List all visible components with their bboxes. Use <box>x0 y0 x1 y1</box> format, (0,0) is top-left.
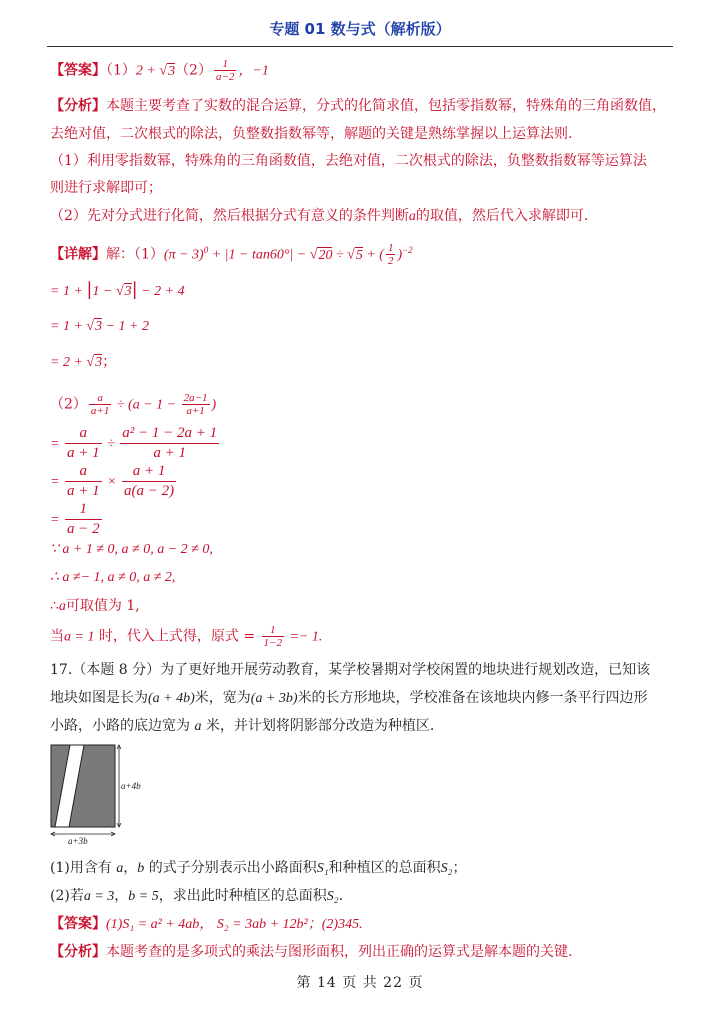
p17-l3-b: 米，并计划将阴影部分改造为种植区. <box>201 718 435 734</box>
p17-l2-a: 地块如图是长为 <box>50 690 148 706</box>
q2-v3: S₂ <box>326 889 339 904</box>
detail-expr-b: + |1 − tan60°| − <box>208 247 310 263</box>
step2-a: = 1 + <box>50 319 87 334</box>
detail-part2 <box>50 392 216 417</box>
final-c: =− 1. <box>285 629 323 645</box>
therefore2-a: ∴ <box>50 598 59 614</box>
detail-step-2: = 1 + √3 − 1 + 2 <box>50 319 149 334</box>
analysis-line-1 <box>50 96 666 116</box>
answer-v1-root: 3 <box>168 63 176 79</box>
analysis-line-3: （1）利用零指数幂，特殊角的三角函数值，去绝对值，二次根式的除法，负整数指数幂等运算法 <box>50 153 647 169</box>
p17-answer-tag: 【答案】 <box>50 916 106 932</box>
s3-num: 1 <box>65 500 102 520</box>
s1-f1-num: a <box>65 424 102 444</box>
step2-b: − 1 + 2 <box>102 319 149 334</box>
answer-p2: （2） <box>175 62 212 79</box>
answer-frac-den: a−2 <box>215 71 235 83</box>
height-label: a+4b <box>121 781 141 791</box>
step3-a: = 2 + <box>50 355 87 370</box>
page-number-footer: 第 14 页 共 22 页 <box>296 975 424 991</box>
analysis-5b: 的取值，然后代入求解即可. <box>415 208 589 224</box>
p17-analysis-tag: 【分析】 <box>50 944 106 960</box>
p2-fraction-2 <box>182 392 210 417</box>
problem17-answer <box>50 914 363 935</box>
width-label: a+3b <box>68 836 88 846</box>
problem17-analysis <box>50 942 572 962</box>
s2-f1-den: a + 1 <box>66 483 100 499</box>
answer-line: 【答案】（1）2 + √3（2） $\frac{1}{a-2}$ ，−1 <box>50 58 269 83</box>
analysis-5-var: a <box>408 209 416 224</box>
detail-part2-step2: = $\frac{a}{a + 1}$ × $\frac{a + 1}{a(a - 2)}$ <box>50 463 175 499</box>
q1-v3: S₁ <box>316 861 329 876</box>
final-var: a = 1 <box>64 629 95 645</box>
q1-a: (1)用含有 <box>50 860 117 876</box>
q1-c: 的式子分别表示出小路面积 <box>144 860 317 876</box>
q2-a: (2)若 <box>50 888 84 904</box>
q1-v4: S₂ <box>440 861 453 876</box>
p2-fraction-1 <box>89 392 111 417</box>
answer-fraction <box>214 58 236 83</box>
s2-fraction-1 <box>65 462 102 501</box>
p17-l2-b: 米，宽为 <box>194 690 251 706</box>
detail-step-1: = 1 + |1 − √3| − 2 + 4 <box>50 279 185 300</box>
p2-close: ) <box>211 397 217 413</box>
analysis-line-5 <box>50 206 588 227</box>
detail-part2-step1: = $\frac{a}{a + 1}$ ÷ $\frac{\text{a² − 1 − 2a + 1}}{a + 1}$ <box>50 425 218 461</box>
analysis-line-2: 去绝对值，二次根式的除法，负整数指数幂等，解题的关键是熟练掌握以上运算法则. <box>50 126 573 142</box>
plot-diagram <box>48 742 158 846</box>
s1-f1-den: a + 1 <box>66 445 100 461</box>
answer-p1: （1） <box>106 62 136 79</box>
s1-fraction-1 <box>65 424 102 463</box>
step3-b: ； <box>102 354 117 370</box>
answer-frac-num: 1 <box>214 58 236 71</box>
detail-therefore: ∴ a ≠− 1, a ≠ 0, a ≠ 2, <box>50 570 176 585</box>
s1-f2-den: a + 1 <box>153 445 187 461</box>
page-header-title: 专题 01 数与式（解析版） <box>269 20 451 38</box>
p2-f1-den: a+1 <box>90 405 110 417</box>
detail-step-3: = 2 + √3； <box>50 354 117 370</box>
detail-expr-f: + <box>362 247 380 263</box>
p17-answer-text: (1)S₁ = a² + 4ab， S₂ = 3ab + 12b²；(2)345. <box>106 917 363 932</box>
p2-intro: （2） <box>50 396 87 413</box>
p2-mid: ÷ (a − 1 − <box>113 397 180 413</box>
p17-l2-v2: (a + 3b) <box>250 691 298 706</box>
half-num: 1 <box>387 242 394 255</box>
detail-root-5: 5 <box>355 247 363 263</box>
step1-c: − 2 + 4 <box>137 284 185 299</box>
analysis-line-4: 则进行求解即可； <box>50 180 162 196</box>
p2-f1-num: a <box>89 392 111 405</box>
problem17-line-1: 17.（本题 8 分）为了更好地开展劳动教育，某学校暑期对学校闲置的地块进行规划改造，已知该 <box>50 662 651 678</box>
final-den: 1−2 <box>263 637 282 649</box>
detail-part2-step3: = $\frac{1}{a - 2}$ <box>50 501 100 537</box>
s1-op: ÷ <box>103 436 119 452</box>
step2-root: 3 <box>95 319 103 334</box>
analysis-tag: 【分析】 <box>50 98 106 114</box>
detail-root-20: 20 <box>318 247 333 263</box>
final-num: 1 <box>262 624 284 637</box>
detail-line-1: 【详解】解：$(1)(\pi - 3)^0 + |1 - \tan 60^\circ| - √20 \div √5$ + ( $\frac{1}{2}$ )$^{-2}$ <box>50 242 413 268</box>
detail-therefore-2 <box>50 596 140 617</box>
detail-half-fraction <box>386 242 396 267</box>
step1-root: 3 <box>124 284 132 299</box>
answer-v1: 2 + <box>135 63 160 79</box>
final-a: 当 <box>50 628 64 645</box>
s2-op: × <box>103 474 121 490</box>
question-1 <box>50 858 466 879</box>
s2-fraction-2 <box>122 462 176 501</box>
s1-fraction-2 <box>120 424 219 463</box>
header-divider <box>47 46 673 47</box>
step3-root: 3 <box>95 355 103 370</box>
q2-v2: b = 5 <box>128 889 159 904</box>
p2-f2-num: 2a−1 <box>183 392 208 404</box>
half-den: 2 <box>387 255 394 268</box>
detail-expr-a-exp: 0 <box>203 245 209 255</box>
q1-v1: a <box>116 861 124 876</box>
q1-v2: b <box>137 861 145 876</box>
question-2 <box>50 886 343 907</box>
s1-f2-num: a² − 1 − 2a + 1 <box>120 424 219 444</box>
p17-l3-var: a <box>194 719 202 734</box>
p17-l2-v1: (a + 4b) <box>148 691 195 706</box>
detail-tag: 【详解】 <box>50 246 106 263</box>
detail-expr-a: (π − 3) <box>163 247 204 263</box>
s3-den: a − 2 <box>66 521 100 537</box>
final-fraction <box>262 624 284 649</box>
step1-a: = 1 + <box>50 284 87 299</box>
p17-l2-c: 米的长方形地块，学校准备在该地块内修一条平行四边形 <box>297 690 648 706</box>
p17-l3-a: 小路，小路的底边宽为 <box>50 718 195 734</box>
q2-d: . <box>338 888 344 904</box>
s3-fraction <box>65 500 102 539</box>
detail-intro: 解：（1） <box>106 246 164 263</box>
therefore2-var: a <box>58 599 66 614</box>
answer-tag: 【答案】 <box>50 62 106 79</box>
detail-because: ∵ a + 1 ≠ 0, a ≠ 0, a − 2 ≠ 0, <box>50 542 213 557</box>
detail-expr-d: ÷ <box>332 247 348 263</box>
q2-b: ， <box>114 888 129 904</box>
problem17-line-3 <box>50 716 434 737</box>
problem17-line-2 <box>50 688 648 709</box>
s2-f2-num: a + 1 <box>122 462 176 482</box>
s2-f1-num: a <box>65 462 102 482</box>
p2-f2-den: a+1 <box>186 405 205 417</box>
q1-d: 和种植区的总面积 <box>328 860 441 876</box>
analysis-5a: （2）先对分式进行化简，然后根据分式有意义的条件判断 <box>50 208 409 224</box>
q1-e: ； <box>452 860 467 876</box>
s2-f2-den: a(a − 2) <box>124 483 175 499</box>
p17-analysis-text: 本题考查的是多项式的乘法与图形面积，列出正确的运算式是解本题的关键. <box>106 944 573 960</box>
step1-b: 1 − <box>92 284 116 299</box>
q2-v1: a = 3 <box>83 889 115 904</box>
q2-c: ，求出此时种植区的总面积 <box>158 888 327 904</box>
half-exp: −2 <box>402 245 413 255</box>
detail-final <box>50 624 322 649</box>
answer-v2: ，−1 <box>238 63 269 79</box>
q1-b: ， <box>123 860 138 876</box>
analysis-text-1: 本题主要考查了实数的混合运算，分式的化简求值，包括零指数幂，特殊角的三角函数值， <box>106 98 666 114</box>
therefore2-b: 可取值为 1, <box>65 598 140 614</box>
final-b: 时，代入上式得，原式 = <box>94 628 260 645</box>
